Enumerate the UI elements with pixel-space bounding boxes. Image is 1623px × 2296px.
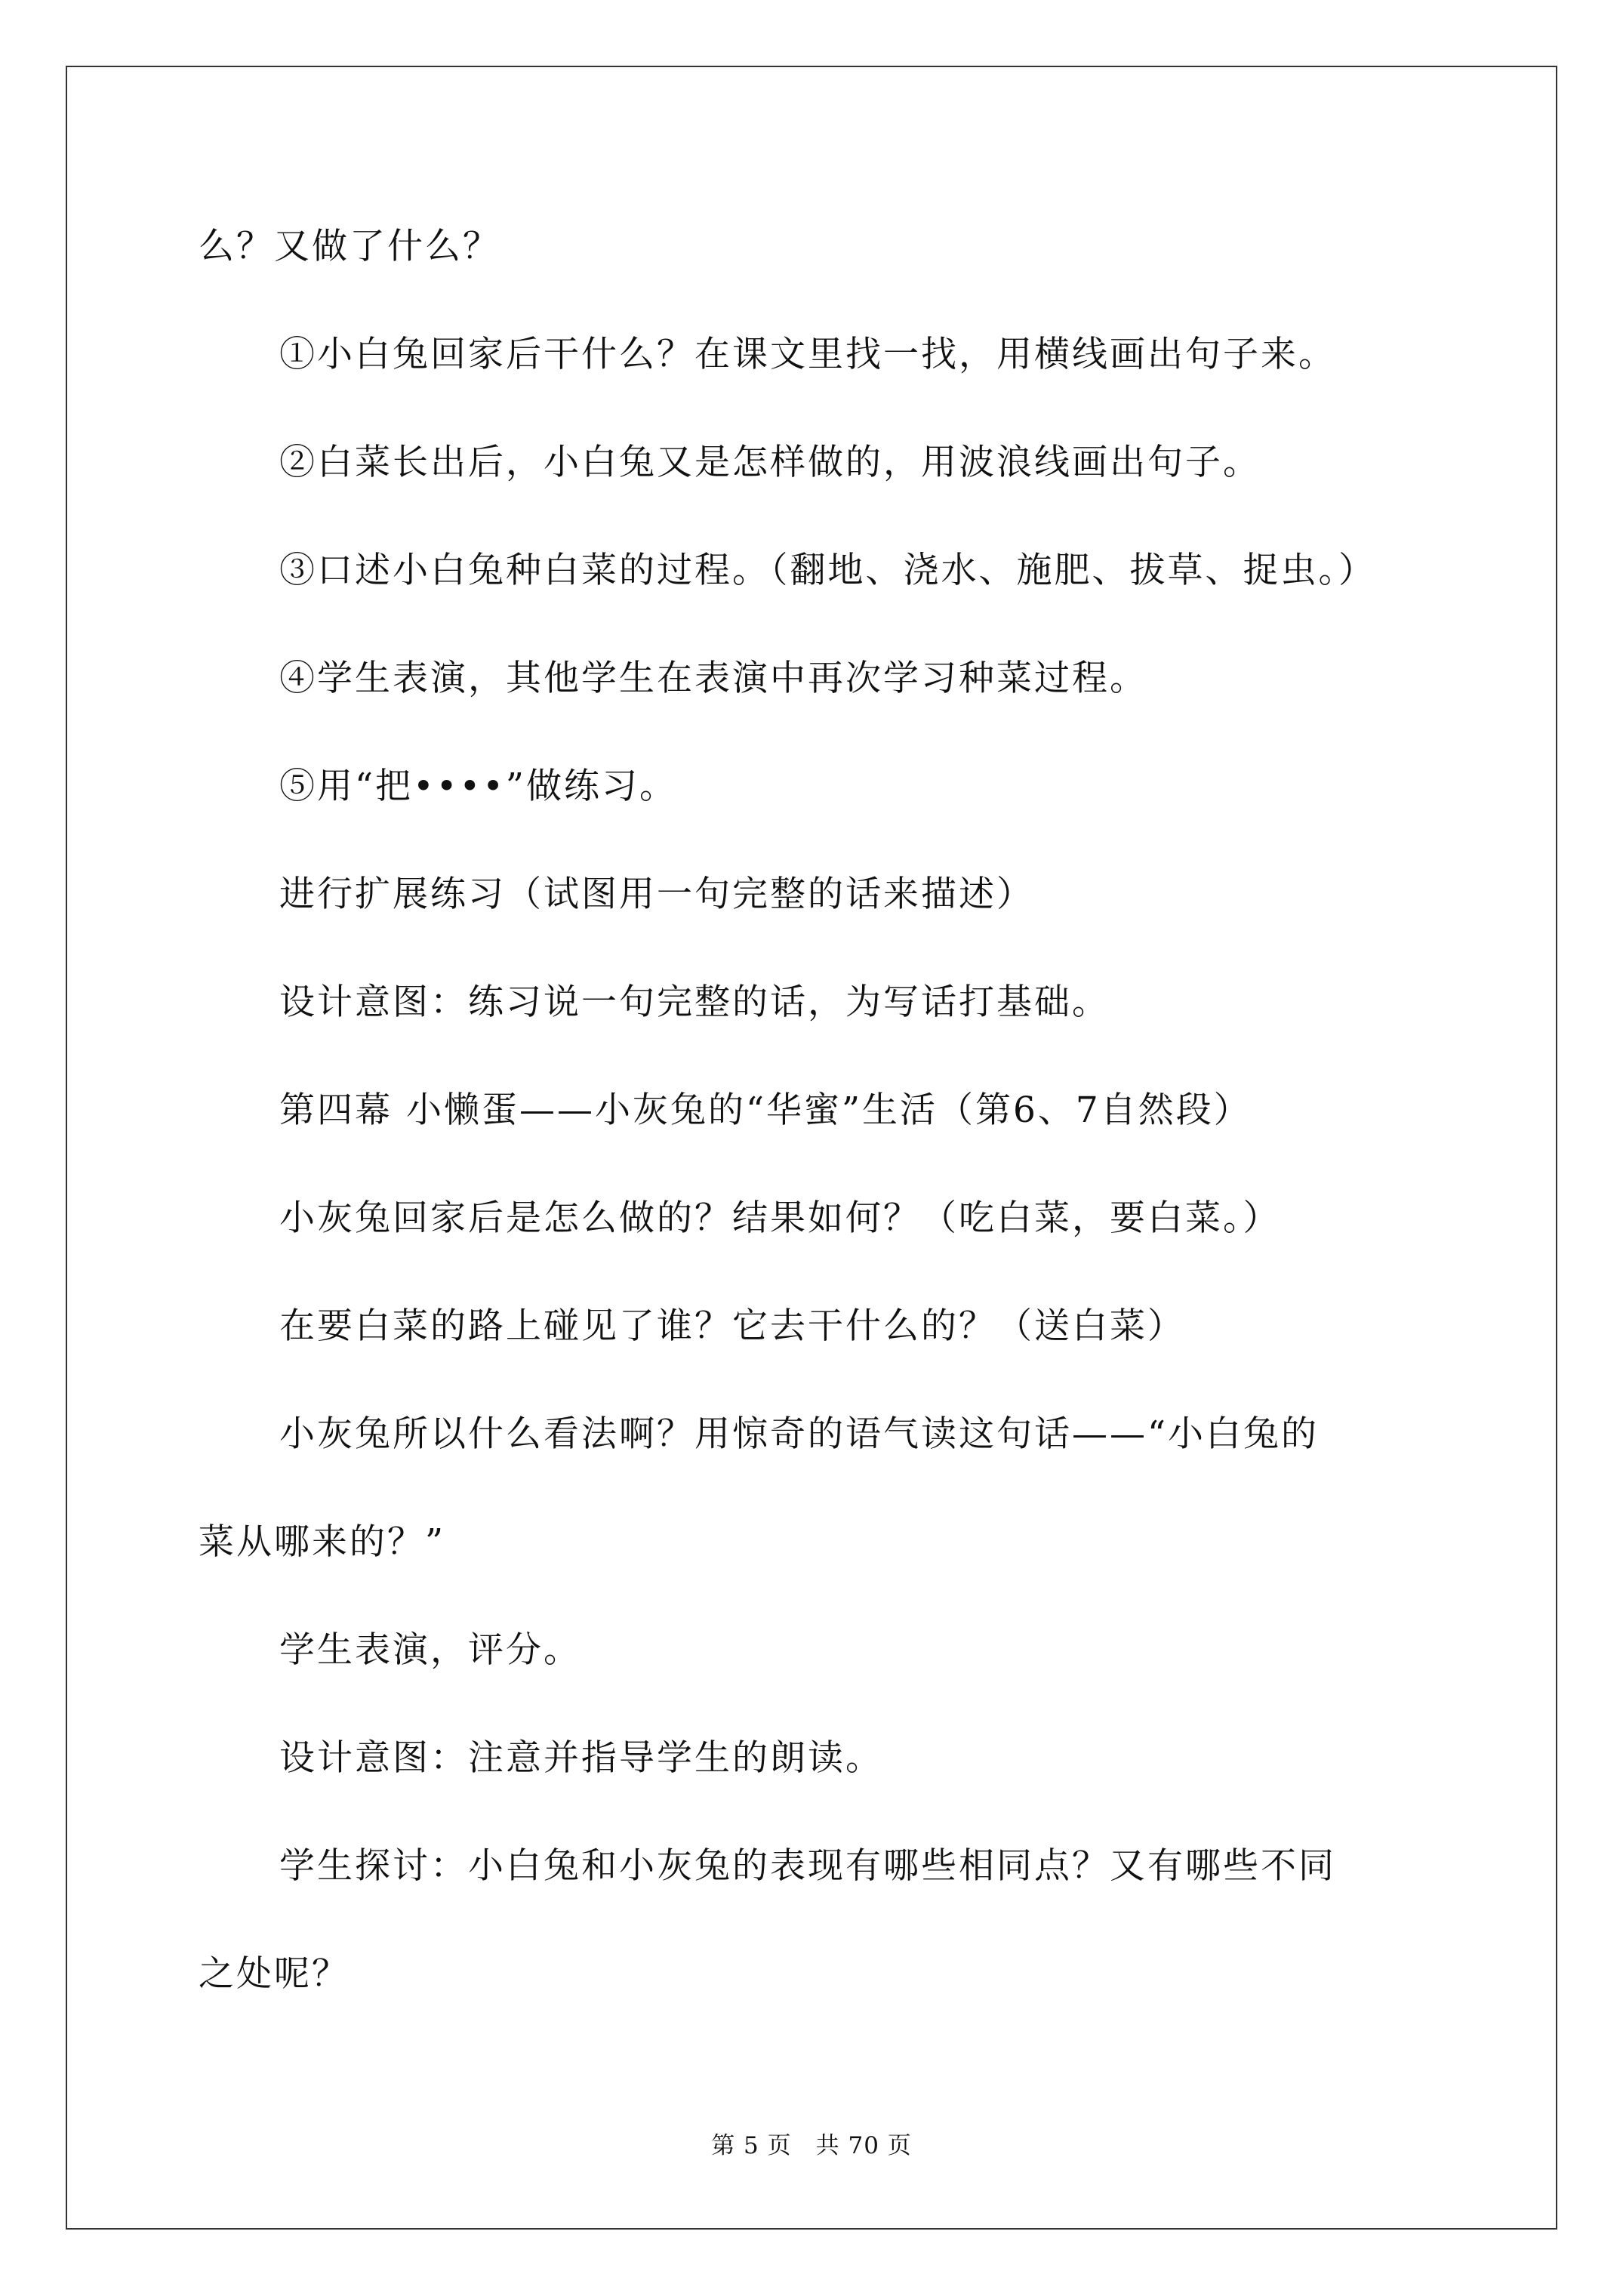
text-line: 设计意图：注意并指导学生的朗读。 bbox=[279, 1737, 883, 1779]
text-line: ③口述小白兔种白菜的过程。（翻地、浇水、施肥、拔草、捉虫。） bbox=[279, 550, 1376, 591]
text-line: 小灰兔回家后是怎么做的？结果如何？（吃白菜，要白菜。） bbox=[279, 1197, 1281, 1239]
text-line: 学生探讨：小白兔和小灰兔的表现有哪些相同点？又有哪些不同 bbox=[279, 1845, 1336, 1887]
text-line: ①小白兔回家后干什么？在课文里找一找，用横线画出句子来。 bbox=[279, 334, 1336, 375]
page-border bbox=[66, 66, 1557, 2230]
text-line: 之处呢？ bbox=[199, 1953, 350, 1995]
text-line: ④学生表演，其他学生在表演中再次学习种菜过程。 bbox=[279, 658, 1147, 699]
text-line: ②白菜长出后，小白兔又是怎样做的，用波浪线画出句子。 bbox=[279, 442, 1261, 483]
text-line: 在要白菜的路上碰见了谁？它去干什么的？（送白菜） bbox=[279, 1305, 1185, 1347]
text-line: 进行扩展练习（试图用一句完整的话来描述） bbox=[279, 874, 1034, 915]
text-line: 小灰兔所以什么看法啊？用惊奇的语气读这句话——“小白兔的 bbox=[279, 1413, 1320, 1455]
text-line: 菜从哪来的？” bbox=[199, 1521, 446, 1563]
text-line: 学生表演，评分。 bbox=[279, 1629, 581, 1671]
page-footer: 第 5 页 共 70 页 bbox=[711, 2132, 912, 2159]
text-line: ⑤用“把••••”做练习。 bbox=[279, 766, 677, 807]
text-line: 么？又做了什么？ bbox=[199, 226, 500, 267]
text-line: 设计意图：练习说一句完整的话，为写话打基础。 bbox=[279, 982, 1110, 1023]
section-heading: 第四幕 小懒蛋——小灰兔的“华蜜”生活（第6、7自然段） bbox=[279, 1089, 1252, 1131]
